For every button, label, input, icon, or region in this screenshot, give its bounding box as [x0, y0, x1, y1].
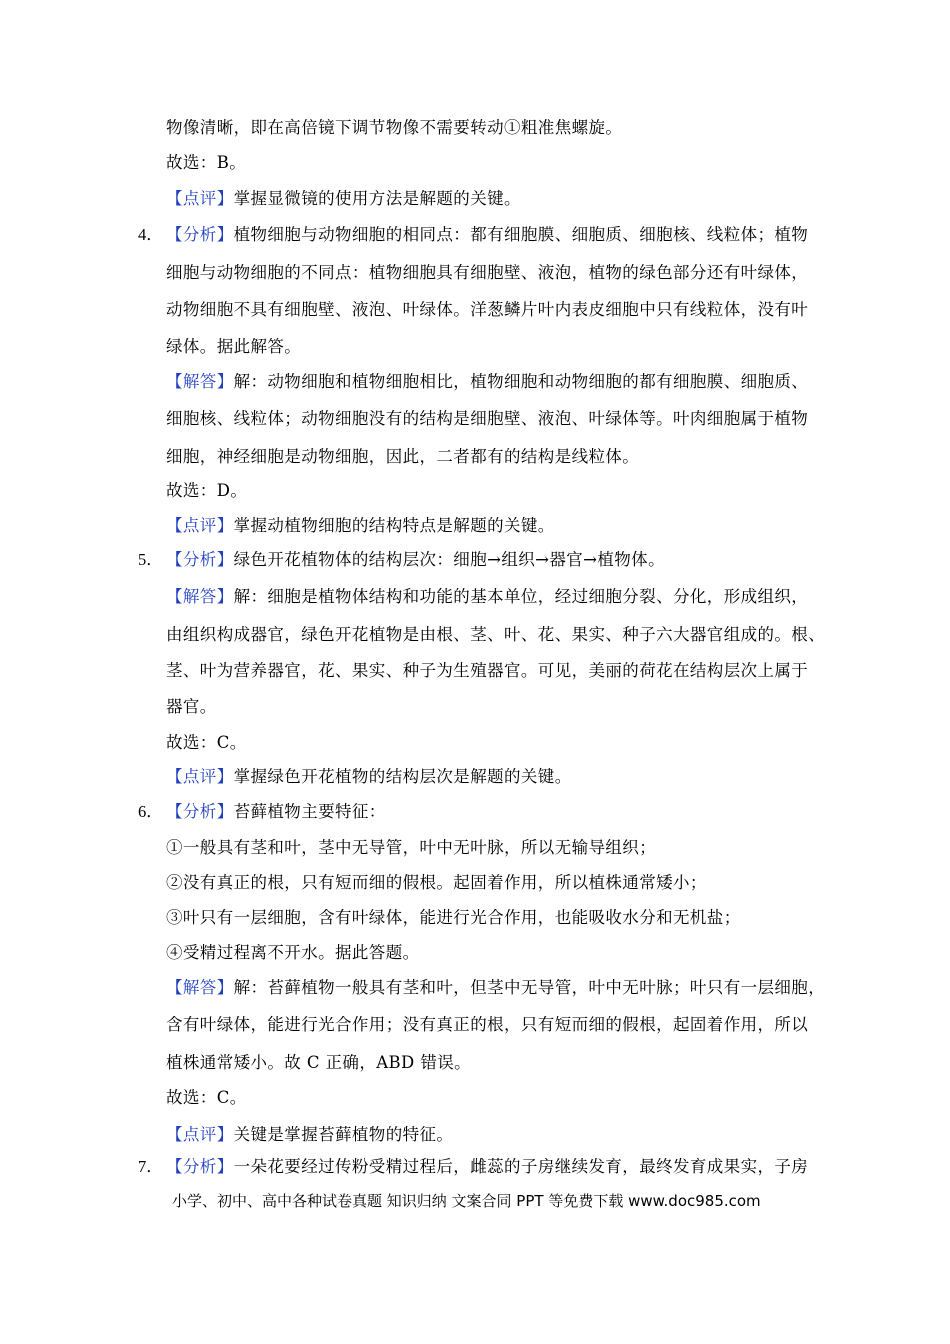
- line-text: ④受精过程离不开水。据此答题。: [166, 943, 420, 962]
- section-tag: 【点评】: [166, 1125, 234, 1144]
- line-text: 动物细胞不具有细胞壁、液泡、叶绿体。洋葱鳞片叶内表皮细胞中只有线粒体，没有叶: [166, 300, 809, 319]
- line-text: 细胞，神经细胞是动物细胞，因此，二者都有的结构是线粒体。: [166, 447, 640, 466]
- section-tag: 【点评】: [166, 189, 234, 208]
- section-tag: 【分析】: [166, 1157, 234, 1176]
- section-tag: 【分析】: [166, 550, 234, 569]
- section-tag: 【点评】: [166, 767, 234, 786]
- line-text: 解：动物细胞和植物细胞相比，植物细胞和动物细胞的都有细胞膜、细胞质、: [233, 372, 809, 391]
- line-text: ②没有真正的根，只有短而细的假根。起固着作用，所以植株通常矮小；: [166, 873, 707, 892]
- text-line: [166, 696, 217, 718]
- text-line: [166, 262, 808, 284]
- line-text: 掌握绿色开花植物的结构层次是解题的关键。: [233, 767, 572, 786]
- text-line: [166, 1087, 247, 1109]
- text-line: [166, 872, 707, 894]
- text-line: [166, 515, 555, 537]
- line-text: 由组织构成器官，绿色开花植物是由根、茎、叶、花、果实、种子六大器官组成的。根、: [166, 625, 826, 644]
- line-text: 细胞与动物细胞的不同点：植物细胞具有细胞壁、液泡，植物的绿色部分还有叶绿体，: [166, 263, 809, 282]
- text-line: [166, 732, 247, 754]
- line-text: 故选：D。: [166, 481, 248, 500]
- line-text: ①一般具有茎和叶，茎中无导管，叶中无叶脉，所以无输导组织；: [166, 838, 657, 857]
- section-tag: 【解答】: [166, 372, 234, 391]
- text-line: [166, 188, 521, 210]
- item-number: 5．: [138, 550, 163, 569]
- text-line: [166, 336, 301, 358]
- section-tag: 【点评】: [166, 516, 234, 535]
- line-text: 苔藓植物主要特征：: [233, 802, 386, 821]
- line-text: 植物细胞与动物细胞的相同点：都有细胞膜、细胞质、细胞核、线粒体；植物: [233, 225, 809, 244]
- text-line: [166, 837, 656, 859]
- text-line: [166, 1052, 471, 1074]
- text-line: [166, 152, 246, 174]
- text-line: [166, 549, 665, 571]
- text-line: [166, 586, 808, 608]
- text-line: [166, 766, 572, 788]
- line-text: 掌握动植物细胞的结构特点是解题的关键。: [233, 516, 555, 535]
- section-tag: 【解答】: [166, 978, 234, 997]
- line-text: 植株通常矮小。故 C 正确，ABD 错误。: [166, 1053, 472, 1072]
- item-number: 6．: [138, 802, 163, 821]
- text-line: [166, 977, 825, 999]
- text-line: [166, 371, 808, 393]
- text-line: [166, 408, 808, 430]
- line-text: 解：苔藓植物一般具有茎和叶，但茎中无导管，叶中无叶脉；叶只有一层细胞，: [233, 978, 826, 997]
- line-text: 故选：C。: [166, 1088, 247, 1107]
- line-text: 茎、叶为营养器官，花、果实、种子为生殖器官。可见，美丽的荷花在结构层次上属于: [166, 661, 809, 680]
- line-text: 故选：C。: [166, 733, 247, 752]
- text-line: [166, 224, 808, 246]
- line-text: ③叶只有一层细胞，含有叶绿体，能进行光合作用，也能吸收水分和无机盐；: [166, 908, 741, 927]
- line-text: 器官。: [166, 697, 217, 716]
- text-line: [166, 907, 741, 929]
- line-text: 故选：B。: [166, 153, 247, 172]
- text-line: [166, 446, 639, 468]
- text-line: [166, 1156, 808, 1178]
- section-tag: 【分析】: [166, 225, 234, 244]
- line-text: 一朵花要经过传粉受精过程后，雌蕊的子房继续发育，最终发育成果实，子房: [233, 1157, 809, 1176]
- line-text: 物像清晰，即在高倍镜下调节物像不需要转动①粗准焦螺旋。: [166, 118, 623, 137]
- line-text: 细胞核、线粒体；动物细胞没有的结构是细胞壁、液泡、叶绿体等。叶肉细胞属于植物: [166, 409, 809, 428]
- text-line: [166, 942, 420, 964]
- text-line: [166, 299, 808, 321]
- line-text: 关键是掌握苔藓植物的特征。: [233, 1125, 454, 1144]
- item-number: 4．: [138, 225, 163, 244]
- section-tag: 【分析】: [166, 802, 234, 821]
- text-line: [166, 624, 825, 646]
- text-line: [166, 480, 247, 502]
- text-line: [166, 1014, 808, 1036]
- line-text: 含有叶绿体，能进行光合作用；没有真正的根，只有短而细的假根，起固着作用，所以: [166, 1015, 809, 1034]
- text-line: [166, 1124, 453, 1146]
- item-number: 7．: [138, 1157, 163, 1176]
- page-footer: 小学、初中、高中各种试卷真题 知识归纳 文案合同 PPT 等免费下载 www.doc985.com: [172, 1192, 761, 1210]
- line-text: 绿体。据此解答。: [166, 337, 302, 356]
- text-line: [166, 660, 808, 682]
- section-tag: 【解答】: [166, 587, 234, 606]
- text-line: [166, 801, 386, 823]
- line-text: 掌握显微镜的使用方法是解题的关键。: [233, 189, 521, 208]
- text-line: [166, 117, 622, 139]
- line-text: 绿色开花植物体的结构层次：细胞→组织→器官→植物体。: [233, 550, 665, 569]
- line-text: 解：细胞是植物体结构和功能的基本单位，经过细胞分裂、分化，形成组织，: [233, 587, 809, 606]
